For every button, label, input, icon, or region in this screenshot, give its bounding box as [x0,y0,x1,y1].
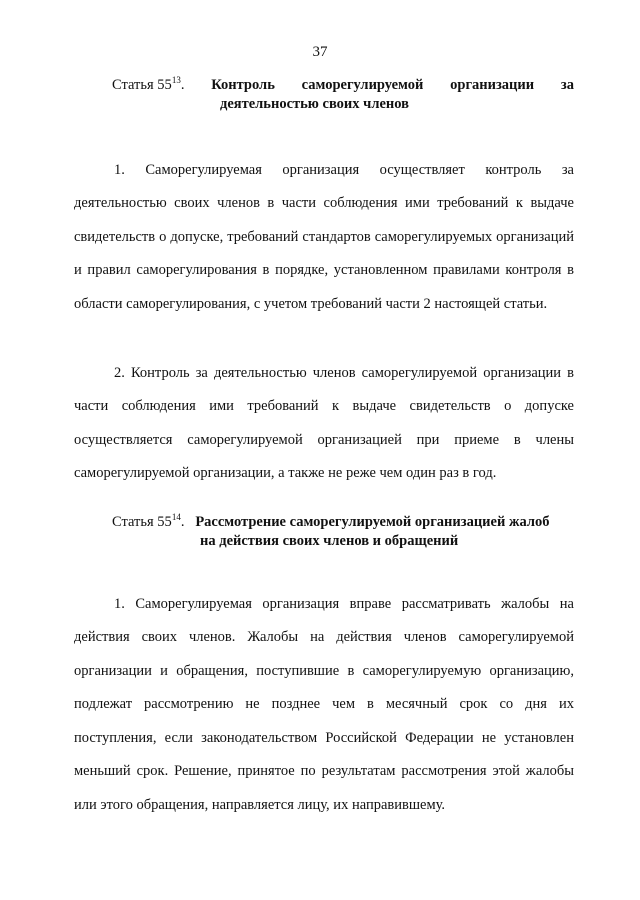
article-dot: . [180,77,185,93]
article-number [112,76,184,95]
page-number: 37 [312,44,328,60]
article-55-13-paragraph-1: 1. Саморегулируемая организация осуществляет контроль за деятельностью своих членов в части соблюдения ими требований к выдаче свидетельств о допуске, требований стандартов саморегулируемых организаций и правил саморегулирования в порядке, установленном правилами контроля в области саморегулирования, с учетом требований части 2 настоящей статьи. [74,161,574,312]
article-title-word: организации [450,77,535,93]
article-title: Рассмотрение саморегулируемой организацией жалоб [195,514,550,530]
article-title-word: Контроль [211,77,275,93]
article-heading-line-1 [112,76,574,95]
article-55-13-heading [112,76,574,114]
article-title-word: за [560,77,574,93]
article-prefix: Статья 55 [112,77,172,93]
article-superscript: 13 [171,75,181,86]
article-heading-line-2: на действия своих членов и обращений [200,533,459,549]
article-55-14-heading [112,513,576,551]
article-heading-line-2: деятельностью своих членов [220,96,409,112]
article-prefix: Статья 55 [112,514,172,530]
article-dot: . [180,514,185,530]
article-heading-line-1 [112,513,576,532]
article-55-13-paragraph-2: 2. Контроль за деятельностью членов саморегулируемой организации в части соблюдения ими требований к выдаче свидетельств о допуске осуществляется саморегулируемой организацией при приеме в члены саморегулируемой организации, а также не реже чем один раз в год. [74,364,574,481]
article-title-word: саморегулируемой [301,77,424,93]
article-superscript: 14 [171,512,181,523]
article-55-14-paragraph-1: 1. Саморегулируемая организация вправе рассматривать жалобы на действия своих членов. Жалобы на действия членов саморегулируемой организации и обращения, поступившие в саморегулируемую организацию, подлежат рассмотрению не позднее чем в месячный срок со дня их поступления, если законодательством Российской Федерации не установлен меньший срок. Решение, принятое по результатам рассмотрения этой жалобы или этого обращения, направляется лицу, их направившему. [74,595,574,813]
